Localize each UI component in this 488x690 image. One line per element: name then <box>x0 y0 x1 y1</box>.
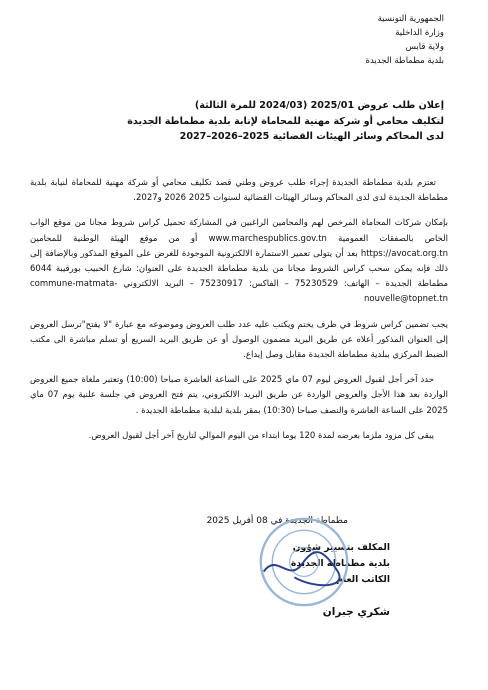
letterhead-ministry: وزارة الداخلية <box>395 28 444 38</box>
title-line-2: لتكليف محامي أو شركة مهنية للمحاماة لإنابة بلدية مطماطة الجديدة <box>127 115 444 127</box>
paragraph-submission: يجب تضمين كراس شروط في ظرف يختم ويكتب عليه عدد طلب العروض وموضوعه مع عبارة "لا يفتح"ترسل العروض إلى العنوان المذكور أعلاه عن طريق البريد مضمون الوصول أو عن طريق البريد السريع أو تسلم مباشرة الى مكتب الضبط المركزي ببلدية مطماطة الجديدة مقابل وصل إيداع. <box>30 319 448 361</box>
letterhead-republic: الجمهورية التونسية <box>377 14 444 24</box>
avocat-link[interactable]: https://avocat.org.tn <box>360 248 448 259</box>
paragraph-intro: تعتزم بلدية مطماطة الجديدة إجراء طلب عروض وطني قصد تكليف محامي أو شركة مهنية للمحاماة لنيابة بلدية مطماطة الجديدة لدى لدى المحاكم وسائر الهيئات القضائية لسنوات 2025 2026 و2027. <box>30 178 448 204</box>
signature-role-2: بلدية مطماطة الجديدة <box>290 558 390 569</box>
access-text-2: أو من موقع الهيئة الوطنية للمحامين <box>30 233 198 244</box>
marchespublics-link[interactable]: www.marchespublics.gov.tn <box>208 233 327 244</box>
title-line-1: إعلان طلب عروض 2025/01 (2024/03 للمرة الثالثة) <box>194 100 444 111</box>
signatory-name: شكري جبران <box>322 606 390 618</box>
letterhead <box>284 12 444 68</box>
paragraph-deadline: حدد آخر أجل لقبول العروض ليوم 07 ماي 2025 على الساعة العاشرة صباحا (10:00) وتعتبر ملغاة جميع العروض الواردة بعد هذا الأجل والعروض الواردة عن طريق البريد الالكتروني، يتم فتح العروض في جلسة علنية يوم 07 ماي 2025 على الساعة العاشرة والنصف صباحا (10:30) بمقر بلدية لبلدية مطماطة الجديدة . <box>30 375 448 416</box>
title-line-3: لدى المحاكم وسائر الهيئات القضائية 2025–2026–2027 <box>179 131 444 142</box>
email-link[interactable]: commune-matmata-nouvelle@topnet.tn <box>30 279 448 305</box>
municipal-stamp <box>256 514 352 610</box>
paragraph-validity: يبقى كل مزود ملزما بعرضه لمدة 120 يوما ابتداء من اليوم الموالي لتاريخ آخر أجل لقبول العروض. <box>88 430 434 441</box>
signature-role-3: الكاتب العام <box>336 574 390 585</box>
paragraph-access <box>30 216 448 307</box>
announcement-title <box>24 98 444 145</box>
letterhead-governorate: ولاية قابس <box>405 42 444 52</box>
signature-role-1: المكلف بتسيير شؤون <box>292 542 390 553</box>
announcement-body <box>30 176 448 454</box>
access-text-1: بإمكان شركات المحاماة المرخص لهم والمحامين الراغبين في المشاركة تحميل كراس شروط مجانا من موقع الواب الخاص بالصفقات العمومية <box>30 218 448 244</box>
date-line: مطماطة الجديدة في 08 أفريل 2025 <box>206 516 348 526</box>
signature-scribble <box>264 552 340 585</box>
letterhead-municipality: بلدية مطماطة الجديدة <box>365 56 444 66</box>
access-text-3: بعد أن يتولى تعمير الاستمارة الالكترونية الموجودة للغرض على الموقع المذكور وبالإضافة إلى ذلك فإنه يمكن سحب كراس الشروط مجانا من بلدية مطماطة الجديدة على العنوان: شارع الحبيب بورقيبة 6044 مطماطة الجديدة – الهاتف: 75230529 – الفاكس: 75230917 – البريد الالكتروني <box>30 248 449 290</box>
